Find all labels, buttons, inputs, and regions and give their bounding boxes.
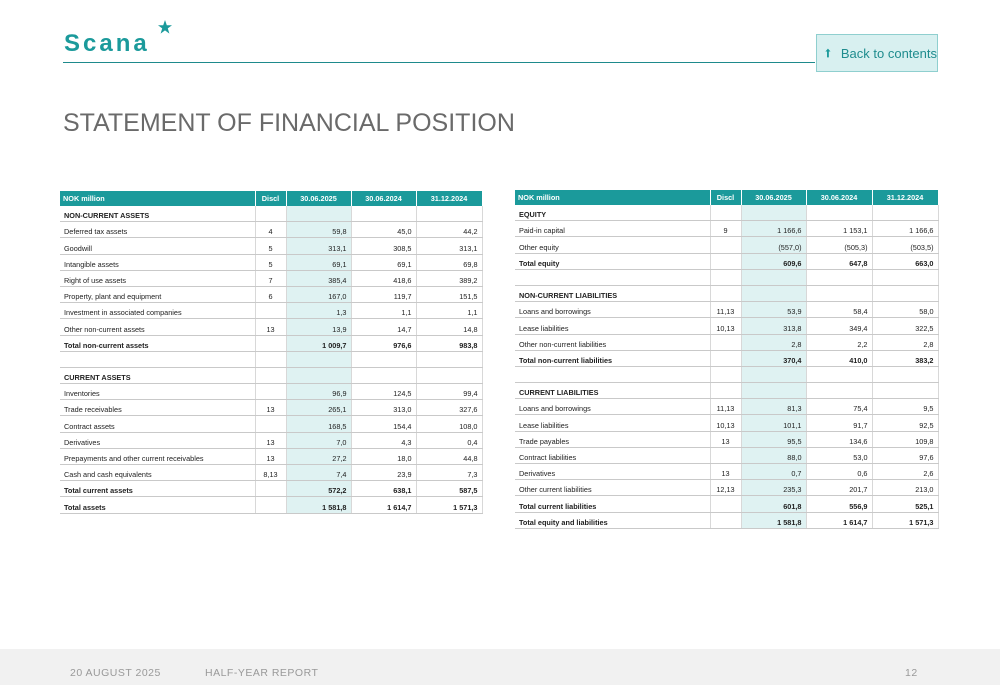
row-value-year-end: 1 166,6 bbox=[872, 221, 938, 237]
row-value-current: 96,9 bbox=[286, 384, 351, 400]
row-label: Deferred tax assets bbox=[60, 222, 255, 238]
row-value-year-end: 108,0 bbox=[416, 416, 482, 432]
row-disclosure: 5 bbox=[255, 254, 286, 270]
row-label: Right of use assets bbox=[60, 270, 255, 286]
table-row bbox=[515, 269, 938, 285]
row-value-current: 1 581,8 bbox=[286, 497, 351, 513]
table-row bbox=[515, 302, 938, 318]
row-value-prior: 308,5 bbox=[351, 238, 416, 254]
period-3-header: 31.12.2024 bbox=[872, 190, 938, 205]
table-row bbox=[60, 270, 482, 286]
row-disclosure bbox=[710, 205, 741, 221]
row-value-current: 7,4 bbox=[286, 465, 351, 481]
up-arrow-icon bbox=[825, 40, 831, 66]
row-value-current: 601,8 bbox=[741, 496, 806, 512]
row-disclosure: 13 bbox=[710, 431, 741, 447]
row-disclosure bbox=[710, 383, 741, 399]
assets-table bbox=[60, 191, 483, 514]
row-disclosure bbox=[710, 269, 741, 285]
row-label: Trade receivables bbox=[60, 400, 255, 416]
row-label: NON-CURRENT ASSETS bbox=[60, 206, 255, 222]
row-disclosure: 13 bbox=[255, 448, 286, 464]
row-disclosure bbox=[710, 496, 741, 512]
row-value-prior bbox=[351, 367, 416, 383]
row-value-current: 370,4 bbox=[741, 350, 806, 366]
row-value-current: 95,5 bbox=[741, 431, 806, 447]
row-value-prior: 201,7 bbox=[806, 480, 872, 496]
row-value-prior bbox=[351, 351, 416, 367]
row-disclosure bbox=[710, 285, 741, 301]
row-label: Total current assets bbox=[60, 481, 255, 497]
table-row bbox=[515, 366, 938, 382]
row-value-current bbox=[741, 383, 806, 399]
row-value-current bbox=[741, 205, 806, 221]
table-row bbox=[515, 399, 938, 415]
row-value-year-end: 92,5 bbox=[872, 415, 938, 431]
logo-star-icon bbox=[158, 20, 172, 34]
row-value-year-end bbox=[416, 351, 482, 367]
row-value-prior: 647,8 bbox=[806, 253, 872, 269]
row-disclosure bbox=[710, 447, 741, 463]
page-title: STATEMENT OF FINANCIAL POSITION bbox=[63, 109, 515, 137]
table-row bbox=[515, 415, 938, 431]
row-label: Property, plant and equipment bbox=[60, 286, 255, 302]
row-value-year-end: 1 571,3 bbox=[872, 512, 938, 528]
row-disclosure bbox=[255, 335, 286, 351]
row-value-year-end: 663,0 bbox=[872, 253, 938, 269]
row-value-prior: (505,3) bbox=[806, 237, 872, 253]
row-value-current: 167,0 bbox=[286, 286, 351, 302]
row-value-prior: 23,9 bbox=[351, 465, 416, 481]
row-value-year-end: 97,6 bbox=[872, 447, 938, 463]
row-label: Other non-current liabilities bbox=[515, 334, 710, 350]
row-value-prior bbox=[806, 285, 872, 301]
row-disclosure: 9 bbox=[710, 221, 741, 237]
table-row bbox=[60, 222, 482, 238]
row-disclosure bbox=[255, 206, 286, 222]
table-row bbox=[60, 367, 482, 383]
row-disclosure: 5 bbox=[255, 238, 286, 254]
row-value-prior bbox=[806, 269, 872, 285]
row-value-current bbox=[741, 285, 806, 301]
row-disclosure: 11,13 bbox=[710, 302, 741, 318]
footer-date: 20 AUGUST 2025 bbox=[70, 667, 161, 679]
row-value-current: 1,3 bbox=[286, 303, 351, 319]
row-disclosure bbox=[710, 334, 741, 350]
row-value-year-end: 151,5 bbox=[416, 286, 482, 302]
row-value-current bbox=[286, 206, 351, 222]
table-row bbox=[60, 286, 482, 302]
row-value-prior: 14,7 bbox=[351, 319, 416, 335]
row-value-year-end: 7,3 bbox=[416, 465, 482, 481]
table-row bbox=[515, 464, 938, 480]
row-value-prior: 638,1 bbox=[351, 481, 416, 497]
table-row bbox=[60, 206, 482, 222]
row-value-prior: 69,1 bbox=[351, 254, 416, 270]
row-value-year-end: 109,8 bbox=[872, 431, 938, 447]
back-to-contents-button[interactable] bbox=[816, 34, 938, 72]
row-label: Total equity and liabilities bbox=[515, 512, 710, 528]
row-value-year-end: 2,8 bbox=[872, 334, 938, 350]
row-value-prior: 45,0 bbox=[351, 222, 416, 238]
row-value-current: 168,5 bbox=[286, 416, 351, 432]
back-to-contents-label: Back to contents bbox=[840, 45, 937, 61]
row-value-current: 1 166,6 bbox=[741, 221, 806, 237]
row-value-current: 313,1 bbox=[286, 238, 351, 254]
row-value-year-end bbox=[416, 367, 482, 383]
row-value-year-end: 99,4 bbox=[416, 384, 482, 400]
table-row bbox=[60, 416, 482, 432]
row-value-prior: 18,0 bbox=[351, 448, 416, 464]
row-label: Trade payables bbox=[515, 431, 710, 447]
row-label: Total assets bbox=[60, 497, 255, 513]
row-value-prior: 4,3 bbox=[351, 432, 416, 448]
table-row bbox=[60, 254, 482, 270]
row-value-year-end: 0,4 bbox=[416, 432, 482, 448]
period-1-header: 30.06.2025 bbox=[286, 191, 351, 206]
row-value-current: 27,2 bbox=[286, 448, 351, 464]
row-label: CURRENT ASSETS bbox=[60, 367, 255, 383]
table-row bbox=[515, 237, 938, 253]
row-value-current bbox=[741, 366, 806, 382]
row-label: Other current liabilities bbox=[515, 480, 710, 496]
table-header-row bbox=[515, 190, 938, 205]
table-row bbox=[515, 318, 938, 334]
table-row bbox=[60, 448, 482, 464]
row-value-current: 7,0 bbox=[286, 432, 351, 448]
row-value-prior: 418,6 bbox=[351, 270, 416, 286]
row-label: Loans and borrowings bbox=[515, 302, 710, 318]
row-label: Total non-current assets bbox=[60, 335, 255, 351]
table-row bbox=[60, 351, 482, 367]
row-disclosure: 10,13 bbox=[710, 415, 741, 431]
row-label: Total equity bbox=[515, 253, 710, 269]
period-1-header: 30.06.2025 bbox=[741, 190, 806, 205]
row-value-prior: 1 614,7 bbox=[351, 497, 416, 513]
row-value-prior: 1,1 bbox=[351, 303, 416, 319]
row-disclosure bbox=[710, 366, 741, 382]
row-disclosure: 10,13 bbox=[710, 318, 741, 334]
row-disclosure: 4 bbox=[255, 222, 286, 238]
row-value-prior bbox=[806, 383, 872, 399]
table-row bbox=[515, 447, 938, 463]
row-disclosure: 13 bbox=[255, 400, 286, 416]
row-value-year-end bbox=[872, 205, 938, 221]
row-value-year-end: 389,2 bbox=[416, 270, 482, 286]
row-value-year-end: 69,8 bbox=[416, 254, 482, 270]
table-row bbox=[515, 431, 938, 447]
row-disclosure: 12,13 bbox=[710, 480, 741, 496]
row-value-year-end: 525,1 bbox=[872, 496, 938, 512]
row-value-current: 53,9 bbox=[741, 302, 806, 318]
row-disclosure: 8,13 bbox=[255, 465, 286, 481]
row-label: Investment in associated companies bbox=[60, 303, 255, 319]
row-value-current bbox=[741, 269, 806, 285]
disclosure-header: Discl bbox=[710, 190, 741, 205]
row-value-current: 1 009,7 bbox=[286, 335, 351, 351]
table-row bbox=[515, 285, 938, 301]
row-value-prior: 556,9 bbox=[806, 496, 872, 512]
scana-logo bbox=[63, 18, 175, 58]
row-label: Total non-current liabilities bbox=[515, 350, 710, 366]
row-disclosure bbox=[710, 253, 741, 269]
row-disclosure bbox=[255, 303, 286, 319]
table-row bbox=[60, 384, 482, 400]
table-row bbox=[60, 303, 482, 319]
row-label: Lease liabilities bbox=[515, 415, 710, 431]
row-value-prior bbox=[351, 206, 416, 222]
logo-text: Scana bbox=[64, 30, 150, 57]
table-row bbox=[515, 383, 938, 399]
row-value-year-end: 58,0 bbox=[872, 302, 938, 318]
row-disclosure bbox=[710, 350, 741, 366]
row-label: Paid-in capital bbox=[515, 221, 710, 237]
row-value-year-end: 14,8 bbox=[416, 319, 482, 335]
row-disclosure bbox=[255, 416, 286, 432]
header-rule bbox=[63, 62, 815, 63]
table-row bbox=[60, 481, 482, 497]
row-value-year-end: 44,2 bbox=[416, 222, 482, 238]
row-label: Goodwill bbox=[60, 238, 255, 254]
row-disclosure: 6 bbox=[255, 286, 286, 302]
row-value-current: 88,0 bbox=[741, 447, 806, 463]
row-value-current: 81,3 bbox=[741, 399, 806, 415]
row-value-prior: 313,0 bbox=[351, 400, 416, 416]
row-value-prior: 2,2 bbox=[806, 334, 872, 350]
row-value-current: 609,6 bbox=[741, 253, 806, 269]
row-value-year-end: 44,8 bbox=[416, 448, 482, 464]
row-label: Derivatives bbox=[515, 464, 710, 480]
row-label: Contract liabilities bbox=[515, 447, 710, 463]
row-label: Total current liabilities bbox=[515, 496, 710, 512]
row-value-current: 265,1 bbox=[286, 400, 351, 416]
footer-report-name: HALF-YEAR REPORT bbox=[205, 667, 319, 679]
row-value-prior: 119,7 bbox=[351, 286, 416, 302]
row-value-current: 235,3 bbox=[741, 480, 806, 496]
table-row bbox=[60, 238, 482, 254]
table-row bbox=[515, 512, 938, 528]
row-value-prior: 976,6 bbox=[351, 335, 416, 351]
table-row bbox=[60, 497, 482, 513]
row-value-year-end: 313,1 bbox=[416, 238, 482, 254]
row-value-year-end bbox=[872, 269, 938, 285]
row-disclosure: 13 bbox=[255, 319, 286, 335]
footer bbox=[0, 649, 1000, 685]
row-value-current: 313,8 bbox=[741, 318, 806, 334]
row-value-current: 69,1 bbox=[286, 254, 351, 270]
row-value-current: 1 581,8 bbox=[741, 512, 806, 528]
row-label: NON-CURRENT LIABILITIES bbox=[515, 285, 710, 301]
row-disclosure bbox=[710, 512, 741, 528]
table-row bbox=[515, 221, 938, 237]
row-label bbox=[515, 269, 710, 285]
row-value-year-end: 2,6 bbox=[872, 464, 938, 480]
row-label bbox=[515, 366, 710, 382]
row-value-year-end: 587,5 bbox=[416, 481, 482, 497]
row-disclosure bbox=[255, 367, 286, 383]
row-value-year-end: 9,5 bbox=[872, 399, 938, 415]
table-row bbox=[60, 319, 482, 335]
row-value-current bbox=[286, 367, 351, 383]
row-value-year-end: 1 571,3 bbox=[416, 497, 482, 513]
row-value-year-end: 983,8 bbox=[416, 335, 482, 351]
row-disclosure bbox=[255, 384, 286, 400]
row-label: Inventories bbox=[60, 384, 255, 400]
row-value-current: 101,1 bbox=[741, 415, 806, 431]
table-row bbox=[60, 432, 482, 448]
row-label: Intangible assets bbox=[60, 254, 255, 270]
row-label: Contract assets bbox=[60, 416, 255, 432]
row-label: EQUITY bbox=[515, 205, 710, 221]
row-label bbox=[60, 351, 255, 367]
label-header: NOK million bbox=[60, 191, 255, 206]
row-value-prior: 124,5 bbox=[351, 384, 416, 400]
row-disclosure: 13 bbox=[710, 464, 741, 480]
row-value-prior: 410,0 bbox=[806, 350, 872, 366]
row-value-year-end bbox=[872, 366, 938, 382]
row-value-year-end bbox=[872, 285, 938, 301]
row-value-current: 59,8 bbox=[286, 222, 351, 238]
row-label: Lease liabilities bbox=[515, 318, 710, 334]
table-row bbox=[60, 335, 482, 351]
row-value-prior: 349,4 bbox=[806, 318, 872, 334]
row-value-current: 2,8 bbox=[741, 334, 806, 350]
row-disclosure: 11,13 bbox=[710, 399, 741, 415]
row-value-year-end: 322,5 bbox=[872, 318, 938, 334]
table-row bbox=[60, 400, 482, 416]
table-header-row bbox=[60, 191, 482, 206]
row-label: Derivatives bbox=[60, 432, 255, 448]
row-label: Prepayments and other current receivables bbox=[60, 448, 255, 464]
row-value-prior: 1 614,7 bbox=[806, 512, 872, 528]
row-label: Loans and borrowings bbox=[515, 399, 710, 415]
row-value-prior: 1 153,1 bbox=[806, 221, 872, 237]
table-row bbox=[515, 350, 938, 366]
row-disclosure bbox=[255, 481, 286, 497]
row-value-year-end bbox=[416, 206, 482, 222]
row-label: Other equity bbox=[515, 237, 710, 253]
row-value-year-end: 213,0 bbox=[872, 480, 938, 496]
row-disclosure bbox=[255, 351, 286, 367]
page-number: 12 bbox=[905, 667, 918, 679]
table-row bbox=[60, 465, 482, 481]
row-value-prior: 75,4 bbox=[806, 399, 872, 415]
row-value-year-end: 383,2 bbox=[872, 350, 938, 366]
row-value-current: (557,0) bbox=[741, 237, 806, 253]
table-row bbox=[515, 253, 938, 269]
row-value-current: 13,9 bbox=[286, 319, 351, 335]
row-disclosure bbox=[710, 237, 741, 253]
row-value-prior: 91,7 bbox=[806, 415, 872, 431]
row-label: Other non-current assets bbox=[60, 319, 255, 335]
row-value-year-end: 1,1 bbox=[416, 303, 482, 319]
period-2-header: 30.06.2024 bbox=[351, 191, 416, 206]
row-value-prior bbox=[806, 366, 872, 382]
table-row bbox=[515, 334, 938, 350]
row-value-prior: 0,6 bbox=[806, 464, 872, 480]
row-label: Cash and cash equivalents bbox=[60, 465, 255, 481]
row-label: CURRENT LIABILITIES bbox=[515, 383, 710, 399]
row-value-prior: 58,4 bbox=[806, 302, 872, 318]
equity-liabilities-table bbox=[515, 190, 939, 529]
period-3-header: 31.12.2024 bbox=[416, 191, 482, 206]
table-row bbox=[515, 205, 938, 221]
row-value-prior: 154,4 bbox=[351, 416, 416, 432]
table-row bbox=[515, 480, 938, 496]
table-row bbox=[515, 496, 938, 512]
row-value-prior: 134,6 bbox=[806, 431, 872, 447]
row-value-current: 0,7 bbox=[741, 464, 806, 480]
row-value-year-end bbox=[872, 383, 938, 399]
disclosure-header: Discl bbox=[255, 191, 286, 206]
period-2-header: 30.06.2024 bbox=[806, 190, 872, 205]
row-disclosure: 7 bbox=[255, 270, 286, 286]
row-value-prior: 53,0 bbox=[806, 447, 872, 463]
row-value-prior bbox=[806, 205, 872, 221]
row-disclosure bbox=[255, 497, 286, 513]
row-value-current: 385,4 bbox=[286, 270, 351, 286]
row-value-current: 572,2 bbox=[286, 481, 351, 497]
label-header: NOK million bbox=[515, 190, 710, 205]
row-value-current bbox=[286, 351, 351, 367]
row-value-year-end: (503,5) bbox=[872, 237, 938, 253]
row-value-year-end: 327,6 bbox=[416, 400, 482, 416]
row-disclosure: 13 bbox=[255, 432, 286, 448]
